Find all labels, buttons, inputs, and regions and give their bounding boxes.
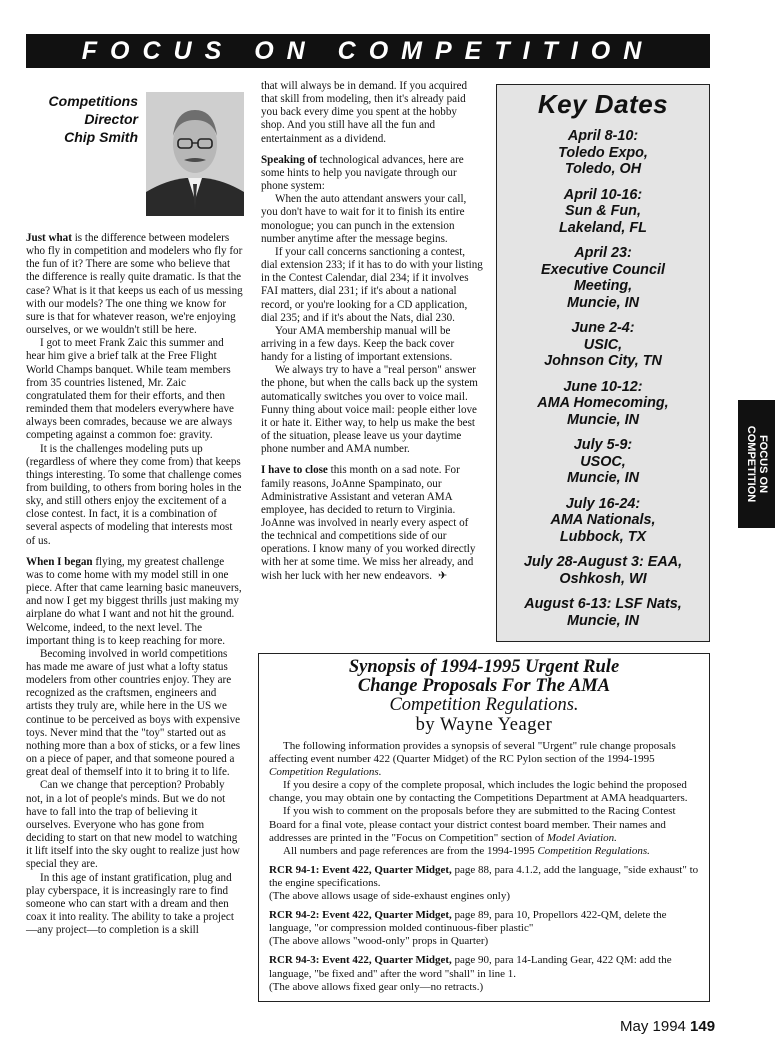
issue-date: May 1994: [620, 1018, 686, 1035]
key-date-entry: April 10-16: Sun & Fun, Lakeland, FL: [559, 186, 647, 236]
key-date-entry: August 6-13: LSF Nats, Muncie, IN: [524, 596, 682, 629]
synopsis-title: Synopsis of 1994-1995 Urgent Rule Change Proposals For The AMA: [348, 657, 620, 696]
portrait-image: [146, 92, 244, 216]
key-date-entry: July 28-August 3: EAA, Oshkosh, WI: [523, 554, 683, 587]
section-banner: FOCUS ON COMPETITION: [26, 34, 710, 68]
rule-proposal: RCR 94-3: Event 422, Quarter Midget, page 90, para 14-Landing Gear, 422 QM: add the language, "be fixed and" after the word "shall" in line 1. (The above allows fixed gear only—no retracts.): [269, 954, 672, 993]
article-column-1: Competitions Director Chip Smith Just what is the difference between modelers who fly in competition and modelers who fly for the fun of it? There are some who believe that the difference is really quite dramatic. Is that the case? What is it that keeps us each of us messing with our models? The one thing we know for sure is that for whatever reason, we're enjoying ourselves, or we wouldn't still be here. I got to meet Frank Zaic this summer and hear him give a brief talk at the Free Flight World Champs banquet. While team members from 35 countries listened, Mr. Zaic congratulated them for their efforts, and then reminded them that modelers everywhere have always been comrades, because we are always competing against a common foe: gravity. It is the challenges modeling puts up (regardless of where they come from) that keeps things interesting. To some that challenge comes from building, to others from boring holes in the sky, and still others enjoy the excitement of a close contest. In fact, it is a combination of several aspects of modeling that interests most of us. When I began flying, my greatest challenge was to come home with my model still in one piece. After that came learning basic maneuvers, and now I get my biggest thrills just making my airplane do what I want and not hit the ground. Welcome, indeed, to the next level. The important thing is to keep reaching for more. Becoming involved in world competitions has made me aware of just what a lofty status modelers from other countries enjoy. They are recognized as the craftsmen, engineers and artists they truly are, while here in the US we continue to be perceived as boys with expensive toys. Never mind that the "toy" started out as nothing more than a box of sticks, or a few lines on a piece of paper, and that someone poured a great deal of themself into it to bring it to life. Can we change that perception? Probably not, in a lot of people's minds. But we do not have to fall into the trap of believing it ourselves. Everyone who has gone from deciding to start on that new model to watching it lift itself into the sky ought to realize just how special they are. In this age of instant gratification, plug and play cyberspace, it is increasingly rare to find someone who can start with a dream and then coax it into reality. The ability to take a project—any project—to completion is a skill: [26, 93, 243, 937]
synopsis-author: by Wayne Yeager: [415, 715, 553, 735]
key-date-entry: April 8-10: Toledo Expo, Toledo, OH: [558, 128, 648, 177]
airplane-icon: ✈: [437, 569, 448, 582]
key-date-entry: July 5-9: USOC, Muncie, IN: [567, 437, 639, 486]
key-dates-box: [496, 84, 710, 642]
page-number: 149: [690, 1018, 716, 1035]
rule-proposal: RCR 94-1: Event 422, Quarter Midget, page 88, para 4.1.2, add the language, "side exhaust" to the engine specifications. (The above allows usage of side-exhaust engines only): [269, 863, 699, 903]
director-photo: [146, 92, 244, 216]
article-column-2: that will always be in demand. If you acquired that skill from modeling, then it's already paid you back every dime you spent at the hobby shop. And you still have all the fun and entertainment as a dividend. Speaking of technological advances, here are some hints to help you navigate through our phone system: When the auto attendant answers your call, you don't have to wait for it to finish its entire monologue; you can punch in the extension number anytime after the message begins. If your call concerns sanctioning a contest, dial extension 233; if it has to do with your listing in the Contest Calendar, dial 234; if it involves FAI matters, dial 231; if it's about a national record, or you're looking for a CD application, dial 235; and if it's about the Nats, dial 230. Your AMA membership manual will be arriving in a few days. Keep the back cover handy for a listing of important extensions. We always try to have a "real person" answer the phone, but when the calls back up the system automatically switches you over to voice mail. Funny thing about voice mail: people either love it or hate it. Either way, to help us make the best of the situation, please leave us your daytime phone number and AMA number. I have to close this month on a sad note. For family reasons, JoAnne Spampinato, our Administrative Assistant and veteran AMA employee, has decided to return to Virginia. JoAnne was involved in nearly every aspect of the technical and competitions side of our operations. I know many of you worked directly with her at some time. We miss her already, and wish her luck with her new endeavors. ✈: [261, 80, 483, 582]
rule-proposal: RCR 94-2: Event 422, Quarter Midget, page 89, para 10, Propellors 422-QM, delete the language, "or compression molded continuous-fiber plastic" (The above allows "wood-only" props in Quarter): [269, 909, 667, 948]
synopsis-box: Synopsis of 1994-1995 Urgent Rule Change Proposals For The AMA Competition Regulations. by Wayne Yeager The following information provides a synopsis of several "Urgent" rule change proposals affecting event number 422 (Quarter Midget) of the RC Pylon section of the 1994-1995 Competition Regulations. If you desire a copy of the complete proposal, which includes the logic behind the proposed change, you may obtain one by contacting the Competitions Department at AMA headquarters. If you wish to comment on the proposals before they are submitted to the Racing Contest Board for a final vote, please contact your district contest board member. Their names and addresses are printed in the "Focus on Competition" section of Model Aviation. All numbers and page references are from the 1994-1995 Competition Regulations. RCR 94-1: Event 422, Quarter Midget, page 88, para 4.1.2, add the language, "side exhaust" to the engine specifications. (The above allows usage of side-exhaust engines only) RCR 94-2: Event 422, Quarter Midget, page 89, para 10, Propellors 422-QM, delete the language, "or compression molded continuous-fiber plastic" (The above allows "wood-only" props in Quarter) RCR 94-3: Event 422, Quarter Midget, page 90, para 14-Landing Gear, 422 QM: add the language, "be fixed and" after the word "shall" in line 1. (The above allows fixed gear only—no retracts.): [258, 653, 710, 1002]
page-footer: [620, 1018, 715, 1035]
key-date-entry: April 23: Executive Council Meeting, Muncie, IN: [541, 245, 665, 311]
section-side-tab: FOCUS ON COMPETITION: [738, 400, 775, 528]
key-date-entry: June 2-4: USIC, Johnson City, TN: [544, 320, 662, 369]
key-dates-title: Key Dates: [537, 89, 669, 119]
key-date-entry: July 16-24: AMA Nationals, Lubbock, TX: [550, 495, 656, 545]
director-byline: Competitions Director Chip Smith: [48, 93, 138, 145]
key-date-entry: June 10-12: AMA Homecoming, Muncie, IN: [537, 378, 669, 428]
synopsis-subtitle: Competition Regulations.: [389, 695, 579, 715]
